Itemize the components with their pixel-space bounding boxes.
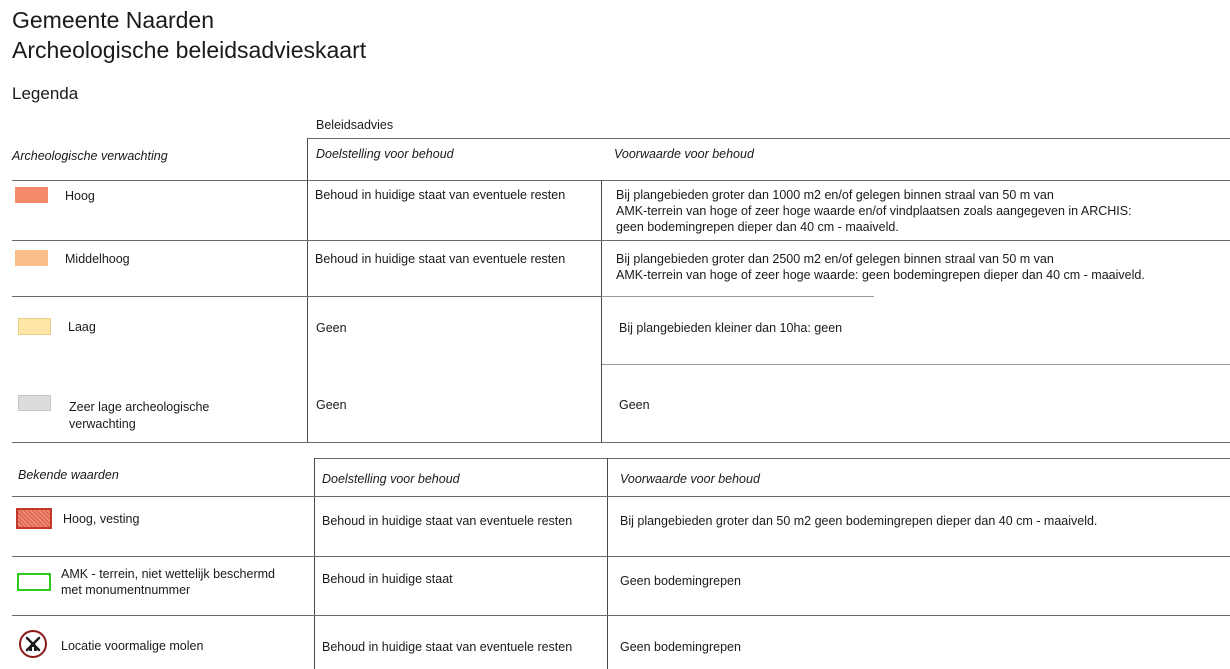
divider [12,180,1230,181]
divider [12,442,1230,443]
voorwaarde-hoog-line2: AMK-terrein van hoge of zeer hoge waarde en/of vindplaatsen zoals aangegeven in ARCHIS: [616,204,1132,218]
doelstelling-hoog-vesting: Behoud in huidige staat van eventuele resten [322,514,573,528]
voorwaarde-middelhoog-line2: AMK-terrein van hoge of zeer hoge waarde: geen bodemingrepen dieper dan 40 cm - maaiveld. [616,268,1145,282]
section-header-bekende-waarden: Bekende waarden [18,468,119,482]
divider [12,556,1230,557]
swatch-laag [18,318,51,335]
swatch-amk-terrein [17,573,51,591]
legend-label-amk-line2: met monumentnummer [61,583,191,597]
column-header-doelstelling: Doelstelling voor behoud [316,147,454,161]
swatch-hoog-vesting [16,508,52,529]
legend-label-zeer-laag-line2: verwachting [69,417,136,431]
swatch-zeer-laag [18,395,51,411]
divider [12,496,1230,497]
divider [12,240,1230,241]
column-header-voorwaarde-2: Voorwaarde voor behoud [620,472,760,486]
legend-label-zeer-laag-line1: Zeer lage archeologische [69,400,210,414]
legend-label-middelhoog: Middelhoog [65,252,130,266]
voorwaarde-laag: Bij plangebieden kleiner dan 10ha: geen [619,321,843,335]
column-header-voorwaarde: Voorwaarde voor behoud [614,147,754,161]
doelstelling-amk: Behoud in huidige staat [322,572,453,586]
divider [12,296,602,297]
legend-label-amk-line1: AMK - terrein, niet wettelijk beschermd [61,567,275,581]
doelstelling-laag: Geen [316,321,347,335]
doelstelling-middelhoog: Behoud in huidige staat van eventuele resten [315,252,566,266]
legend-label-hoog-vesting: Hoog, vesting [63,512,140,526]
column-divider [314,458,315,669]
divider [308,138,1230,139]
map-title: Gemeente Naarden [12,7,215,33]
legend-heading: Legenda [12,84,79,103]
legend-label-hoog: Hoog [65,189,95,203]
voorwaarde-amk: Geen bodemingrepen [620,574,741,588]
doelstelling-molen: Behoud in huidige staat van eventuele resten [322,640,573,654]
voorwaarde-middelhoog-line1: Bij plangebieden groter dan 2500 m2 en/of gelegen binnen straal van 50 m van [616,252,1054,266]
voorwaarde-hoog-vesting: Bij plangebieden groter dan 50 m2 geen bodemingrepen dieper dan 40 cm - maaiveld. [620,514,1098,528]
doelstelling-hoog: Behoud in huidige staat van eventuele resten [315,188,566,202]
doelstelling-zeer-laag: Geen [316,398,347,412]
windmill-icon [18,629,48,659]
voorwaarde-hoog-line3: geen bodemingrepen dieper dan 40 cm - maaiveld. [616,220,899,234]
beleidsadvies-label: Beleidsadvies [316,118,394,132]
divider [12,615,1230,616]
divider [602,364,1230,365]
column-header-doelstelling-2: Doelstelling voor behoud [322,472,460,486]
column-divider [601,180,602,442]
swatch-middelhoog [15,250,48,266]
legend-label-molen: Locatie voormalige molen [61,639,204,653]
divider [602,296,874,297]
voorwaarde-hoog-line1: Bij plangebieden groter dan 1000 m2 en/of gelegen binnen straal van 50 m van [616,188,1054,202]
voorwaarde-zeer-laag: Geen [619,398,650,412]
legend-label-laag: Laag [68,320,96,334]
column-divider [307,138,308,442]
swatch-hoog [15,187,48,203]
map-subtitle: Archeologische beleidsadvieskaart [12,37,367,63]
voorwaarde-molen: Geen bodemingrepen [620,640,741,654]
column-divider [607,458,608,669]
section-header-verwachting: Archeologische verwachting [12,149,168,163]
divider [314,458,1230,459]
